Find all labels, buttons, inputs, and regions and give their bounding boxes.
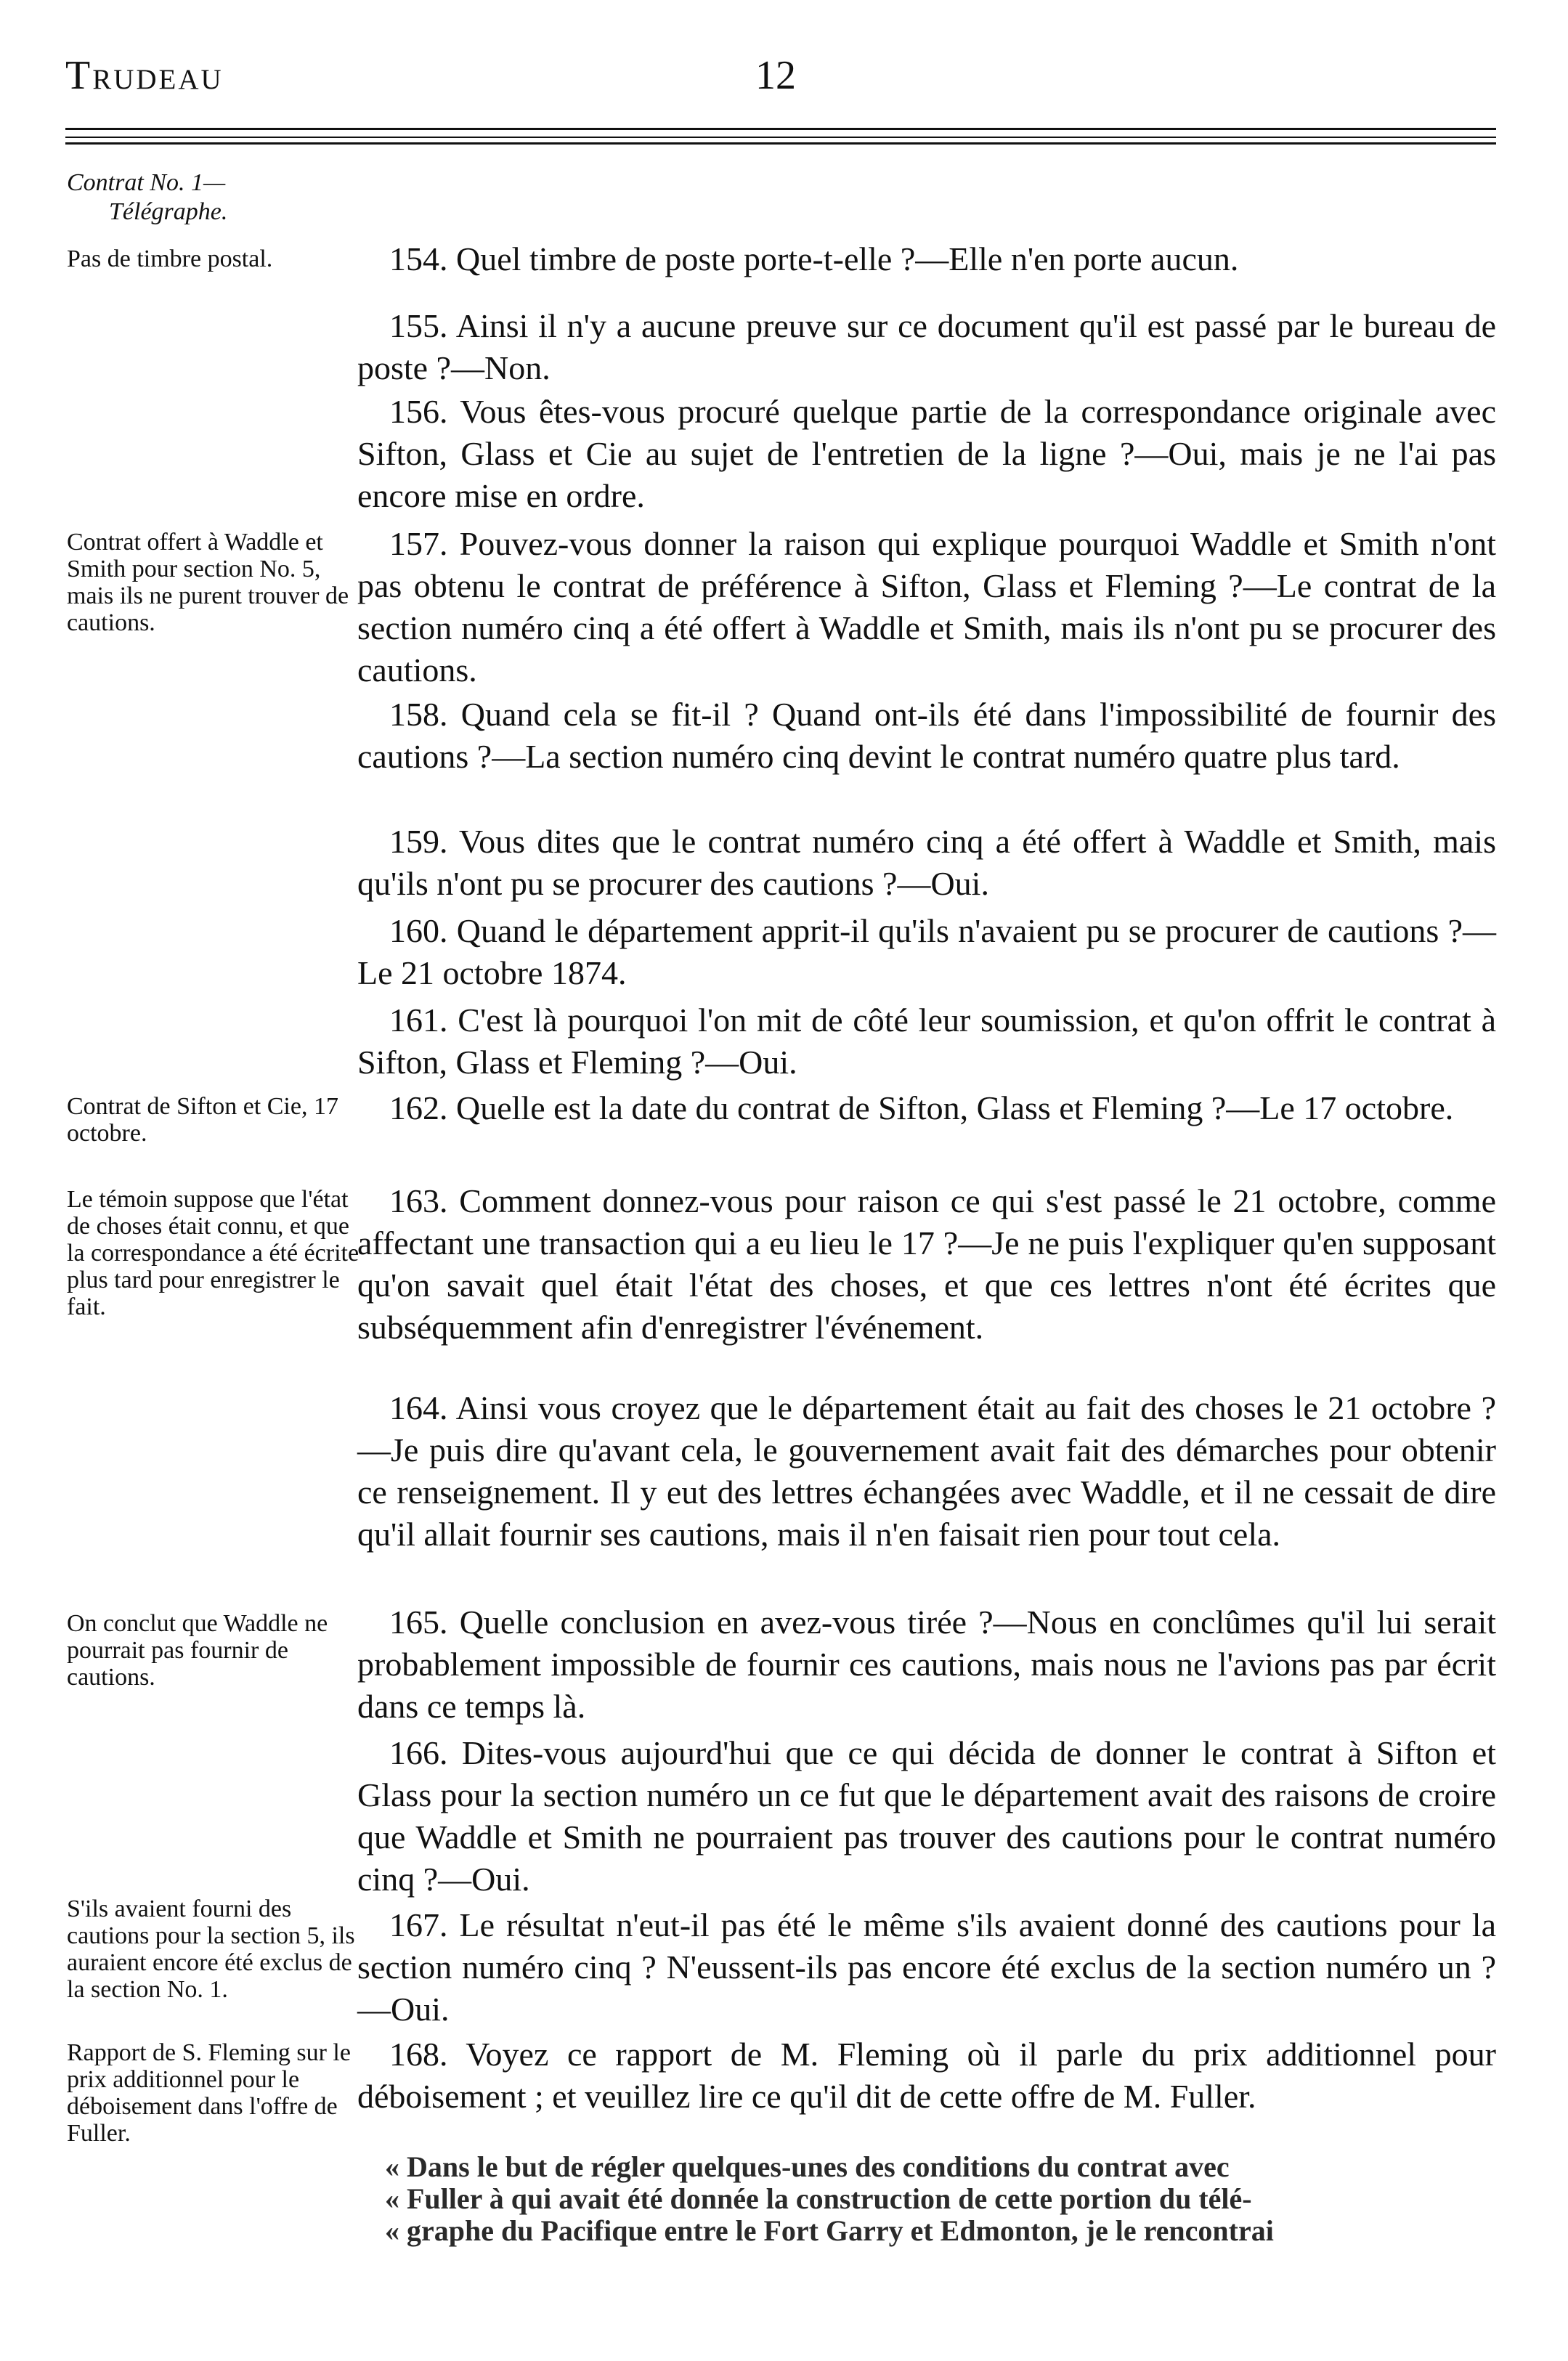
quoted-letter: [385, 2151, 1496, 2247]
margin-note: Rapport de S. Fleming sur le prix additionnel pour le déboisement dans l'offre de Fuller.: [67, 2039, 351, 2147]
page-header: [0, 0, 1568, 153]
margin-note: Le témoin suppose que l'état de choses était connu, et que la correspondance a été écrite plus tard pour enregistrer le fait.: [67, 1186, 359, 1320]
subject-line: Télégraphe.: [109, 198, 228, 225]
question-answer: 161. C'est là pourquoi l'on mit de côté leur soumission, et qu'on offrit le contrat à Sifton, Glass et Fleming ?—Oui.: [357, 1001, 1496, 1081]
question-answer: 159. Vous dites que le contrat numéro cinq a été offert à Waddle et Smith, mais qu'ils n'ont pu se procurer des cautions ?—Oui.: [357, 823, 1496, 902]
header-rule: [65, 137, 1496, 138]
question-answer: 160. Quand le département apprit-il qu'ils n'avaient pu se procurer de cautions ?—Le 21 octobre 1874.: [357, 912, 1496, 991]
question-answer: 167. Le résultat n'eut-il pas été le même s'ils avaient donné des cautions pour la section numéro cinq ? N'eussent-ils pas encore été exclus de la section numéro un ?—Oui.: [357, 1906, 1496, 2028]
margin-note: Contrat de Sifton et Cie, 17 octobre.: [67, 1093, 338, 1147]
question-answer: 157. Pouvez-vous donner la raison qui explique pourquoi Waddle et Smith n'ont pas obtenu le contrat de préférence à Sifton, Glass et Fleming ?—Le contrat de la section numéro cinq a été offert à Waddle et Smith, mais ils n'ont pu se procurer des cautions.: [357, 525, 1496, 688]
question-answer: 163. Comment donnez-vous pour raison ce qui s'est passé le 21 octobre, comme affectant une transaction qui a eu lieu le 17 ?—Je ne puis l'expliquer qu'en supposant qu'on savait quel était l'état des choses, et que ces lettres n'ont été écrites que subséquemment afin d'enregistrer l'événement.: [357, 1182, 1496, 1346]
question-answer: 168. Voyez ce rapport de M. Fleming où il parle du prix additionnel pour déboisement ; et veuillez lire ce qu'il dit de cette offre de M. Fuller.: [357, 2036, 1496, 2115]
question-answer: 156. Vous êtes-vous procuré quelque partie de la correspondance originale avec Sifton, Glass et Cie au sujet de l'entretien de la ligne ?—Oui, mais je ne l'ai pas encore mise en ordre.: [357, 393, 1496, 514]
subject-line: Contrat No. 1—: [67, 169, 226, 196]
header-rule: [65, 142, 1496, 145]
header-rule: [65, 128, 1496, 130]
margin-note: On conclut que Waddle ne pourrait pas fournir de cautions.: [67, 1610, 328, 1691]
page-number: 12: [755, 53, 796, 98]
margin-note: Pas de timbre postal.: [67, 245, 273, 272]
quote-line: « Fuller à qui avait été donnée la construction de cette portion du télé-: [385, 2182, 1252, 2215]
quote-line: « Dans le but de régler quelques-unes des conditions du contrat avec: [385, 2150, 1230, 2183]
question-answer: 166. Dites-vous aujourd'hui que ce qui décida de donner le contrat à Sifton et Glass pour la section numéro un ce fut que le département avait des raisons de croire que Waddle et Smith ne pourraient pas trouver des cautions pour le contrat numéro cinq ?—Oui.: [357, 1734, 1496, 1898]
question-answer: 155. Ainsi il n'y a aucune preuve sur ce document qu'il est passé par le bureau de poste ?—Non.: [357, 307, 1496, 386]
running-head-name: Trudeau: [65, 53, 224, 98]
margin-note: S'ils avaient fourni des cautions pour la section 5, ils auraient encore été exclus de la section No. 1.: [67, 1895, 355, 2003]
question-answer: 158. Quand cela se fit-il ? Quand ont-ils été dans l'impossibilité de fournir des cautions ?—La section numéro cinq devint le contrat numéro quatre plus tard.: [357, 696, 1496, 775]
quote-line: « graphe du Pacifique entre le Fort Garry et Edmonton, je le rencontrai: [385, 2214, 1274, 2247]
question-answer: 162. Quelle est la date du contrat de Sifton, Glass et Fleming ?—Le 17 octobre.: [389, 1089, 1454, 1126]
margin-note: Contrat offert à Waddle et Smith pour section No. 5, mais ils ne purent trouver de cautions.: [67, 529, 349, 636]
question-answer: 164. Ainsi vous croyez que le département était au fait des choses le 21 octobre ?—Je puis dire qu'avant cela, le gouvernement avait fait des démarches pour obtenir ce renseignement. Il y eut des lettres échangées avec Waddle, et il ne cessait de dire qu'il allait fournir ses cautions, mais il n'en faisait rien pour tout cela.: [357, 1389, 1496, 1553]
margin-subject-heading: [67, 168, 227, 227]
question-answer: 165. Quelle conclusion en avez-vous tirée ?—Nous en conclûmes qu'il lui serait probablement impossible de fournir ces cautions, mais nous ne l'avions pas par écrit dans ce temps là.: [357, 1604, 1496, 1725]
question-answer: 154. Quel timbre de poste porte-t-elle ?—Elle n'en porte aucun.: [389, 240, 1239, 277]
